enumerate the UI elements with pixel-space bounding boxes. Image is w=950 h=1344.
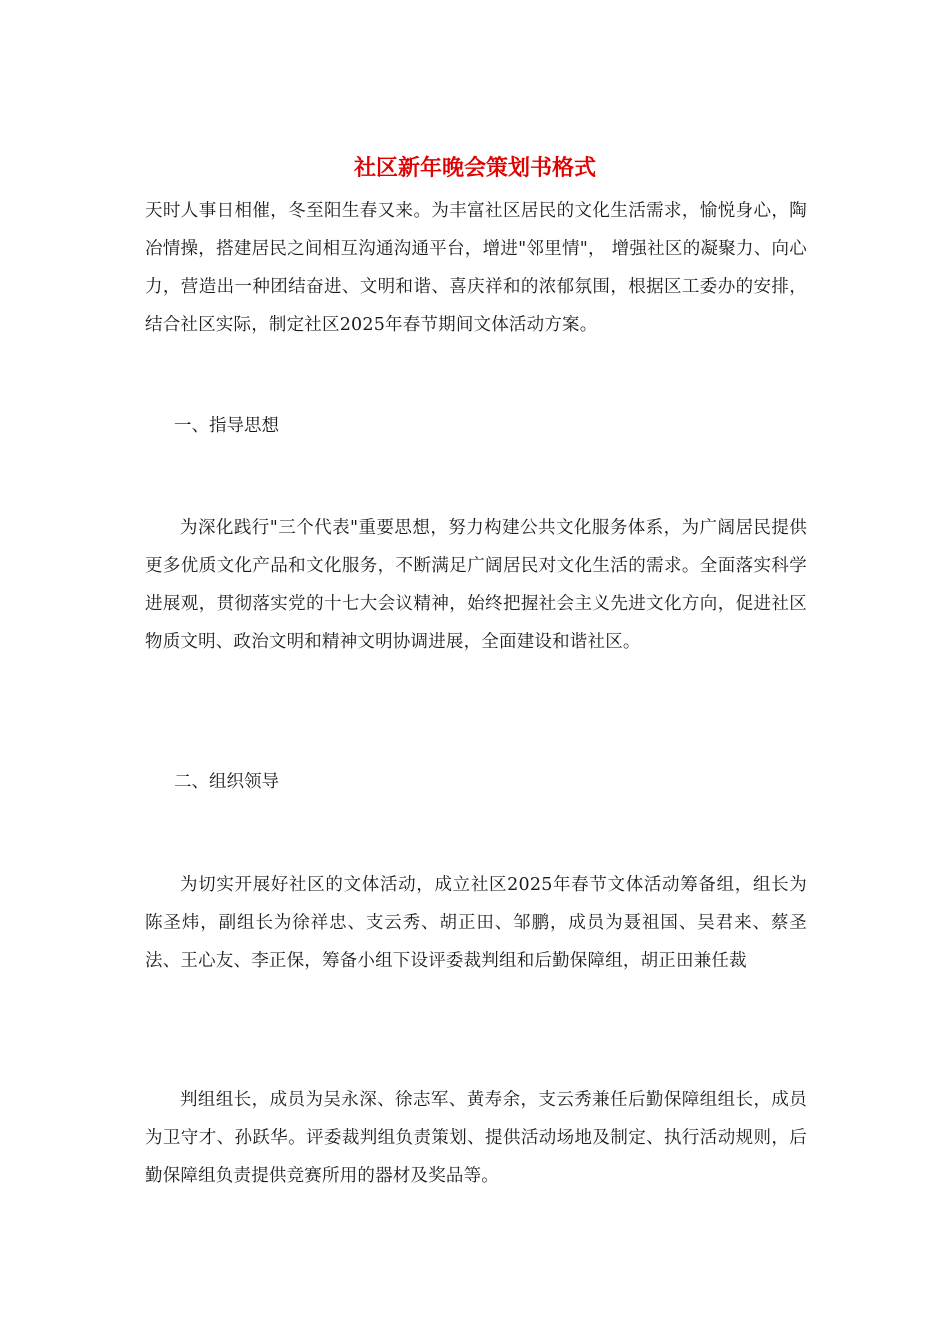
intro-paragraph: 天时人事日相催，冬至阳生春又来。为丰富社区居民的文化生活需求，愉悦身心，陶冶情操，搭建居民之间相互沟通沟通平台，增进"邻里情"， 增强社区的凝聚力、向心力，营造出一种团结奋进、文明和谐、喜庆祥和的浓郁氛围，根据区工委办的安排，结合社区实际，制定社区2025年春节期间文体活动方案。 (145, 201, 807, 335)
document-title: 社区新年晚会策划书格式 (353, 155, 596, 181)
section-body-organization-part1: 为切实开展好社区的文体活动，成立社区2025年春节文体活动筹备组，组长为陈圣炜，副组长为徐祥忠、支云秀、胡正田、邹鹏，成员为聂祖国、吴君来、蔡圣法、王心友、李正保，筹备小组下设评委裁判组和后勤保障组，胡正田兼任裁 (145, 875, 807, 971)
section-body-organization-part2: 判组组长，成员为吴永深、徐志军、黄寿余，支云秀兼任后勤保障组组长，成员为卫守才、孙跃华。评委裁判组负责策划、提供活动场地及制定、执行活动规则，后勤保障组负责提供竞赛所用的器材及奖品等。 (145, 1090, 807, 1186)
section-heading-organization: 二、组织领导 (174, 772, 279, 792)
section-body-guiding-ideology: 为深化践行"三个代表"重要思想，努力构建公共文化服务体系，为广阔居民提供更多优质文化产品和文化服务，不断满足广阔居民对文化生活的需求。全面落实科学进展观，贯彻落实党的十七大会议精神，始终把握社会主义先进文化方向，促进社区物质文明、政治文明和精神文明协调进展，全面建设和谐社区。 (145, 518, 807, 652)
section-heading-guiding-ideology: 一、指导思想 (174, 416, 279, 436)
